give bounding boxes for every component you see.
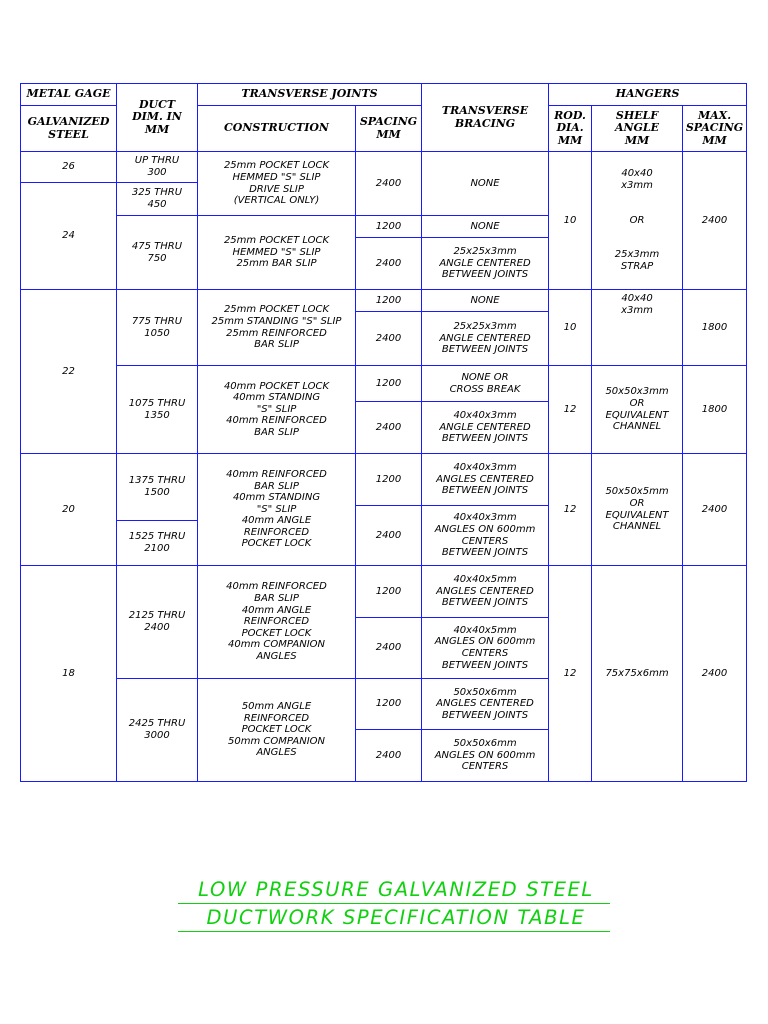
header-metal-gage: METAL GAGE	[21, 84, 117, 106]
bracing-cell: 40x40x3mm ANGLES CENTERED BETWEEN JOINTS	[422, 454, 549, 506]
spacing-cell: 2400	[356, 152, 422, 216]
metal-gage-cell: 22	[21, 290, 117, 454]
duct-dim-cell: 2425 THRU 3000	[117, 679, 198, 782]
bracing-cell: NONE OR CROSS BREAK	[422, 366, 549, 402]
header-construction: CONSTRUCTION	[198, 106, 356, 152]
header-duct-dim: DUCT DIM. IN MM	[117, 84, 198, 152]
bracing-cell: 25x25x3mm ANGLE CENTERED BETWEEN JOINTS	[422, 238, 549, 290]
rod-dia-cell: 12	[549, 454, 592, 566]
metal-gage-cell: 20	[21, 454, 117, 566]
construction-cell: 40mm REINFORCED BAR SLIP 40mm ANGLE REINFORCED POCKET LOCK 40mm COMPANION ANGLES	[198, 566, 356, 679]
max-spacing-cell: 2400	[683, 152, 747, 290]
construction-cell: 25mm POCKET LOCK HEMMED "S" SLIP 25mm BAR SLIP	[198, 216, 356, 290]
construction-cell: 40mm REINFORCED BAR SLIP 40mm STANDING "S" SLIP 40mm ANGLE REINFORCED POCKET LOCK	[198, 454, 356, 566]
header-transverse-joints: TRANSVERSE JOINTS	[198, 84, 422, 106]
shelf-angle-cell: 40x40 x3mm	[592, 290, 683, 366]
shelf-angle-cell: 40x40 x3mm OR 25x3mm STRAP	[592, 152, 683, 290]
construction-cell: 25mm POCKET LOCK HEMMED "S" SLIP DRIVE SLIP (VERTICAL ONLY)	[198, 152, 356, 216]
spacing-cell: 1200	[356, 290, 422, 312]
duct-dim-cell: 2125 THRU 2400	[117, 566, 198, 679]
bracing-cell: 25x25x3mm ANGLE CENTERED BETWEEN JOINTS	[422, 312, 549, 366]
shelf-angle-cell: 50x50x3mm OR EQUIVALENT CHANNEL	[592, 366, 683, 454]
spacing-cell: 2400	[356, 730, 422, 782]
spacing-cell: 2400	[356, 618, 422, 679]
ductwork-spec-table	[20, 83, 747, 782]
header-transverse-bracing: TRANSVERSE BRACING	[422, 84, 549, 152]
metal-gage-cell: 18	[21, 566, 117, 782]
construction-cell: 25mm POCKET LOCK 25mm STANDING "S" SLIP 25mm REINFORCED BAR SLIP	[198, 290, 356, 366]
max-spacing-cell: 2400	[683, 454, 747, 566]
construction-cell: 50mm ANGLE REINFORCED POCKET LOCK 50mm COMPANION ANGLES	[198, 679, 356, 782]
header-hangers: HANGERS	[549, 84, 747, 106]
metal-gage-cell: 24	[21, 183, 117, 290]
spacing-cell: 2400	[356, 506, 422, 566]
max-spacing-cell: 1800	[683, 366, 747, 454]
header-spacing: SPACING MM	[356, 106, 422, 152]
title-line-1: LOW PRESSURE GALVANIZED STEEL	[198, 878, 594, 901]
duct-dim-cell: UP THRU 300	[117, 152, 198, 183]
bracing-cell: 40x40x5mm ANGLES CENTERED BETWEEN JOINTS	[422, 566, 549, 618]
bracing-cell: NONE	[422, 216, 549, 238]
title-underline-2	[178, 931, 610, 932]
duct-dim-cell: 1525 THRU 2100	[117, 521, 198, 566]
title-line-2: DUCTWORK SPECIFICATION TABLE	[206, 906, 586, 929]
header-galvanized-steel: GALVANIZED STEEL	[21, 106, 117, 152]
spacing-cell: 2400	[356, 402, 422, 454]
spacing-cell: 1200	[356, 366, 422, 402]
drawing-title	[178, 876, 614, 932]
rod-dia-cell: 10	[549, 152, 592, 290]
duct-dim-cell: 1375 THRU 1500	[117, 454, 198, 521]
duct-dim-cell: 775 THRU 1050	[117, 290, 198, 366]
bracing-cell: NONE	[422, 290, 549, 312]
duct-dim-cell: 475 THRU 750	[117, 216, 198, 290]
spacing-cell: 2400	[356, 312, 422, 366]
bracing-cell: 40x40x5mm ANGLES ON 600mm CENTERS BETWEEN JOINTS	[422, 618, 549, 679]
spacing-cell: 1200	[356, 566, 422, 618]
rod-dia-cell: 12	[549, 366, 592, 454]
duct-dim-cell: 325 THRU 450	[117, 183, 198, 216]
bracing-cell: NONE	[422, 152, 549, 216]
bracing-cell: 40x40x3mm ANGLE CENTERED BETWEEN JOINTS	[422, 402, 549, 454]
spacing-cell: 1200	[356, 454, 422, 506]
metal-gage-cell: 26	[21, 152, 117, 183]
rod-dia-cell: 10	[549, 290, 592, 366]
max-spacing-cell: 1800	[683, 290, 747, 366]
bracing-cell: 50x50x6mm ANGLES CENTERED BETWEEN JOINTS	[422, 679, 549, 730]
header-max-spacing: MAX. SPACING MM	[683, 106, 747, 152]
rod-dia-cell: 12	[549, 566, 592, 782]
bracing-cell: 40x40x3mm ANGLES ON 600mm CENTERS BETWEEN JOINTS	[422, 506, 549, 566]
construction-cell: 40mm POCKET LOCK 40mm STANDING "S" SLIP 40mm REINFORCED BAR SLIP	[198, 366, 356, 454]
spacing-cell: 1200	[356, 216, 422, 238]
spacing-cell: 1200	[356, 679, 422, 730]
shelf-angle-cell: 75x75x6mm	[592, 566, 683, 782]
shelf-angle-cell: 50x50x5mm OR EQUIVALENT CHANNEL	[592, 454, 683, 566]
header-rod-dia: ROD. DIA. MM	[549, 106, 592, 152]
duct-dim-cell: 1075 THRU 1350	[117, 366, 198, 454]
max-spacing-cell: 2400	[683, 566, 747, 782]
bracing-cell: 50x50x6mm ANGLES ON 600mm CENTERS	[422, 730, 549, 782]
spacing-cell: 2400	[356, 238, 422, 290]
header-shelf-angle: SHELF ANGLE MM	[592, 106, 683, 152]
